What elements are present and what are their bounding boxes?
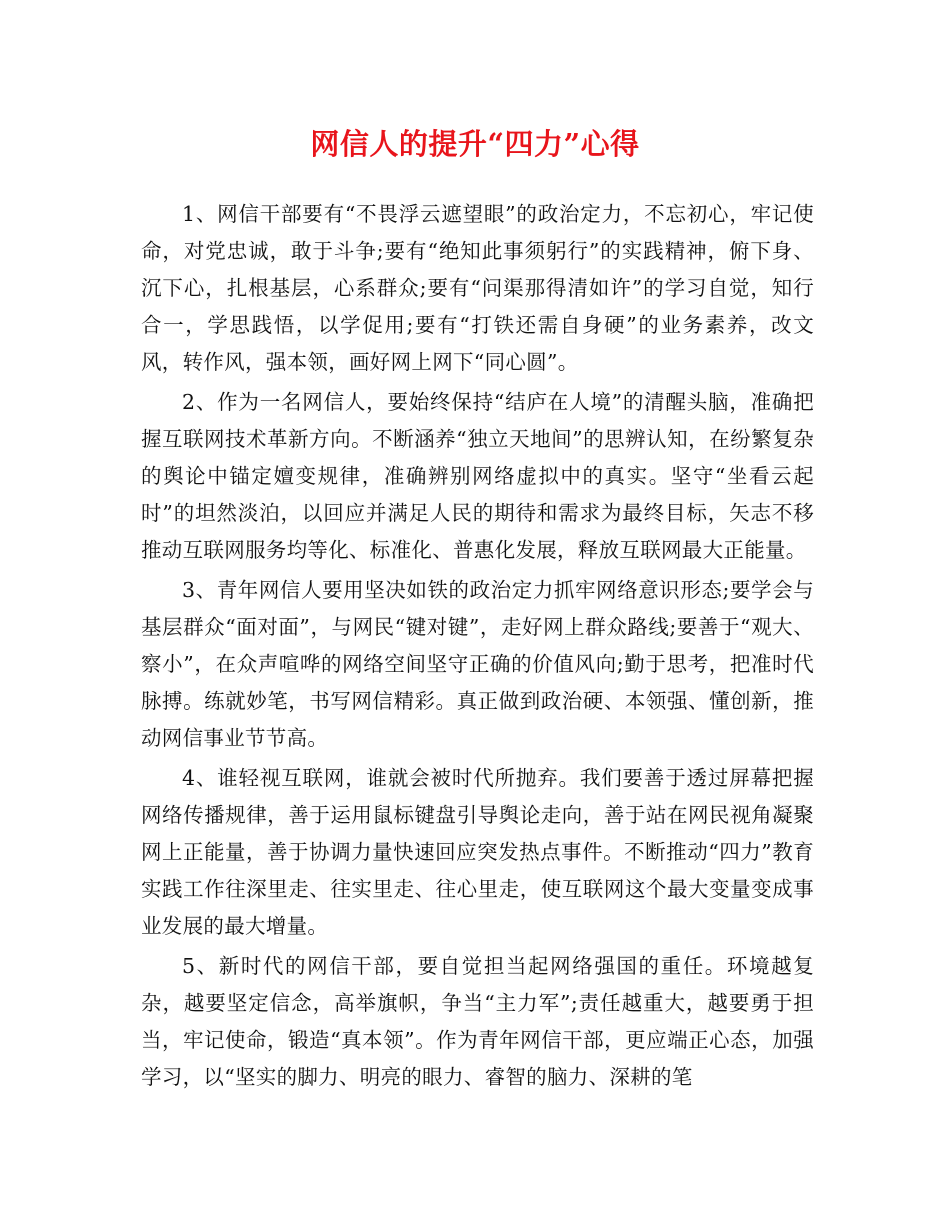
document-body [141, 196, 814, 1099]
paragraph-4: 4、谁轻视互联网，谁就会被时代所抛弃。我们要善于透过屏幕把握网络传播规律，善于运用鼠标键盘引导舆论走向，善于站在网民视角凝聚网上正能量，善于协调力量快速回应突发热点事件。不断推动“四力”教育实践工作往深里走、往实里走、往心里走，使互联网这个最大变量变成事业发展的最大增量。 [141, 766, 814, 938]
paragraph-5: 5、新时代的网信干部，要自觉担当起网络强国的重任。环境越复杂，越要坚定信念，高举旗帜，争当“主力军”;责任越重大，越要勇于担当，牢记使命，锻造“真本领”。作为青年网信干部，更应端正心态，加强学习，以“坚实的脚力、明亮的眼力、睿智的脑力、深耕的笔 [141, 954, 814, 1089]
paragraph-3: 3、青年网信人要用坚决如铁的政治定力抓牢网络意识形态;要学会与基层群众“面对面”，与网民“键对键”，走好网上群众路线;要善于“观大、察小”，在众声喧哗的网络空间坚守正确的价值风向;勤于思考，把准时代脉搏。练就妙笔，书写网信精彩。真正做到政治硬、本领强、懂创新，推动网信事业节节高。 [141, 578, 814, 750]
document-title: 网信人的提升“四力”心得 [310, 127, 640, 161]
paragraph-2: 2、作为一名网信人，要始终保持“结庐在人境”的清醒头脑，准确把握互联网技术革新方向。不断涵养“独立天地间”的思辨认知，在纷繁复杂的舆论中锚定嬗变规律，准确辨别网络虚拟中的真实。坚守“坐看云起时”的坦然淡泊，以回应并满足人民的期待和需求为最终目标，矢志不移推动互联网服务均等化、标准化、普惠化发展，释放互联网最大正能量。 [141, 390, 814, 562]
paragraph-1: 1、网信干部要有“不畏浮云遮望眼”的政治定力，不忘初心，牢记使命，对党忠诚，敢于斗争;要有“绝知此事须躬行”的实践精神，俯下身、沉下心，扎根基层，心系群众;要有“问渠那得清如许”的学习自觉，知行合一，学思践悟，以学促用;要有“打铁还需自身硬”的业务素养，改文风，转作风，强本领，画好网上网下“同心圆”。 [141, 202, 814, 374]
